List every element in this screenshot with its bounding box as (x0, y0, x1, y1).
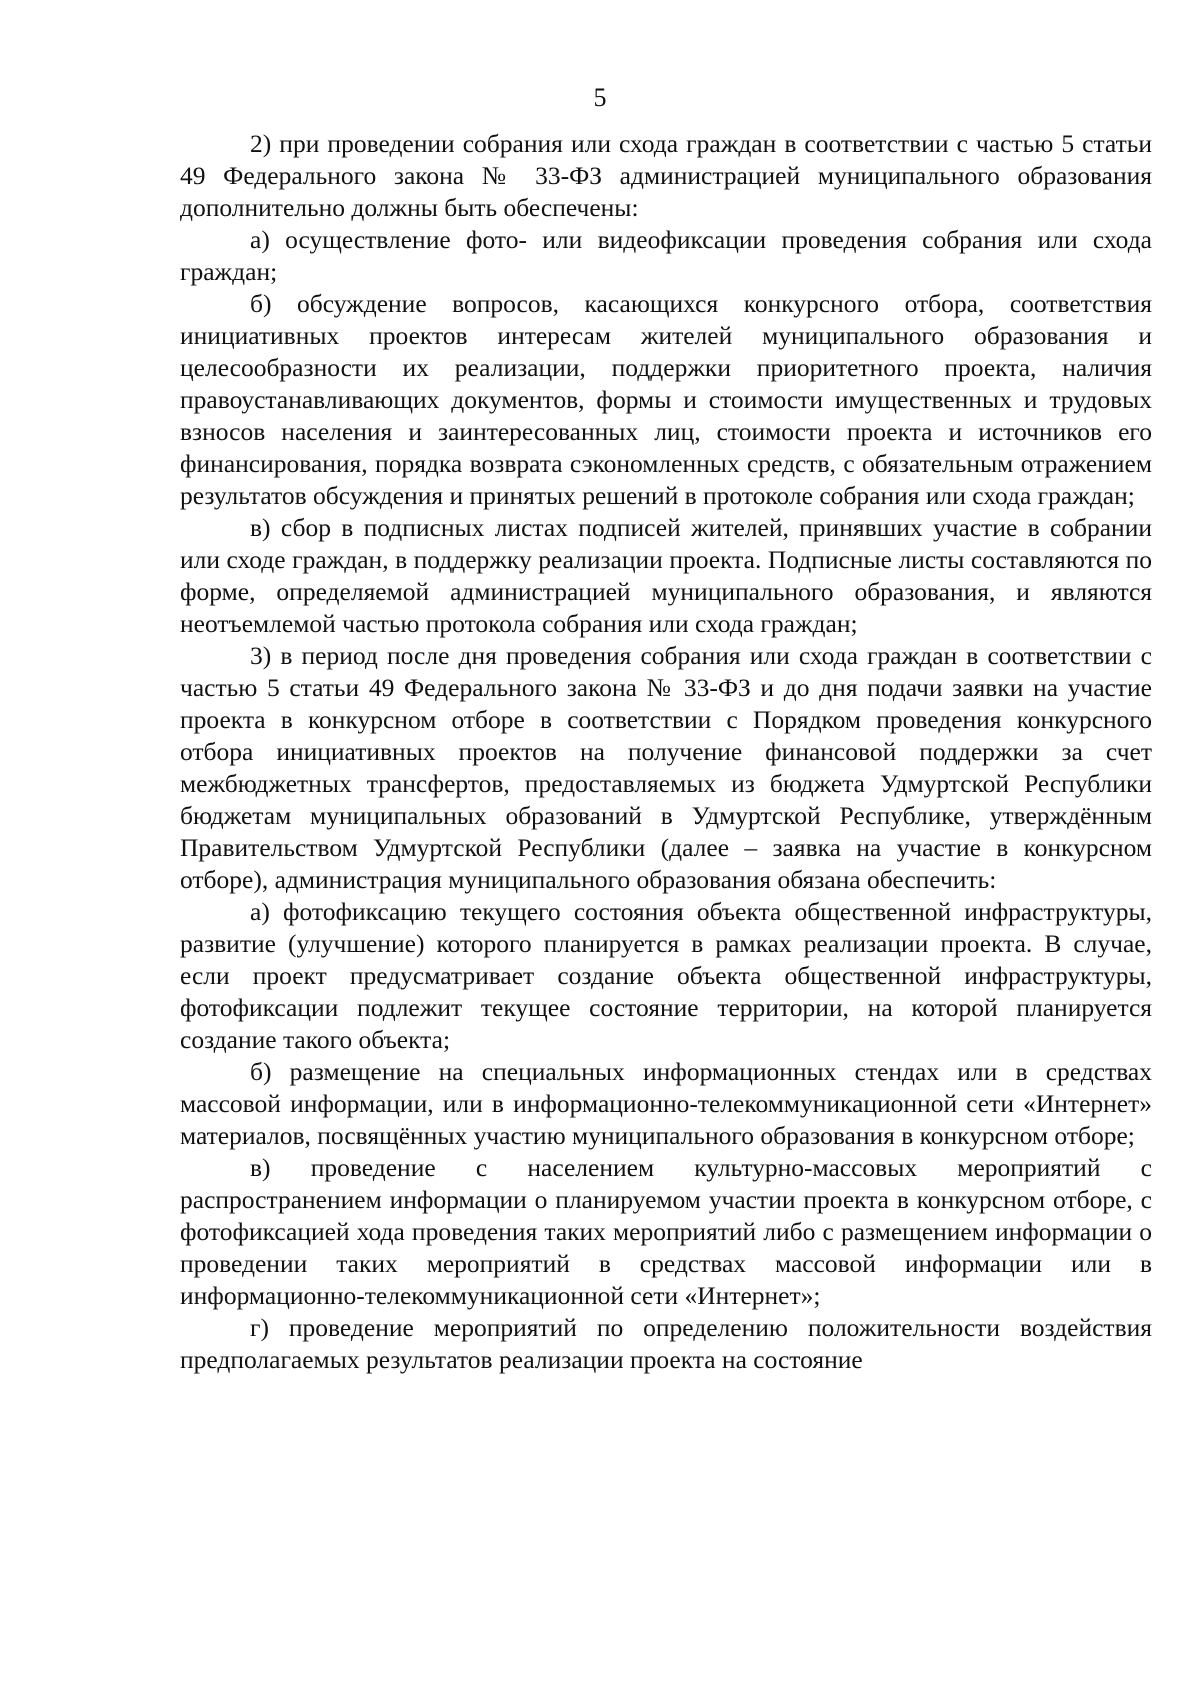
paragraph-subitem-3g: г) проведение мероприятий по определению положительности воздействия предполагаемых результатов реализации проекта на состояние (180, 1313, 1152, 1374)
paragraph-item-2: 2) при проведении собрания или схода граждан в соответствии с частью 5 статьи 49 Федерального закона № 33-ФЗ администрацией муниципального образования дополнительно должны быть обеспечены: (180, 129, 1152, 222)
document-body (180, 128, 1152, 1376)
page-number: 5 (593, 83, 607, 112)
paragraph-subitem-2b: б) обсуждение вопросов, касающихся конкурсного отбора, соответствия инициативных проектов интересам жителей муниципального образования и целесообразности их реализации, поддержки приоритетного проекта, наличия правоустанавливающих документов, формы и стоимости имущественных и трудовых взносов населения и заинтересованных лиц, стоимости проекта и источников его финансирования, порядка возврата сэкономленных средств, с обязательным отражением результатов обсуждения и принятых решений в протоколе собрания или схода граждан; (180, 289, 1152, 510)
paragraph-item-3: 3) в период после дня проведения собрания или схода граждан в соответствии с частью 5 статьи 49 Федерального закона № 33-ФЗ и до дня подачи заявки на участие проекта в конкурсном отборе в соответствии с Порядком проведения конкурсного отбора инициативных проектов на получение финансовой поддержки за счет межбюджетных трансфертов, предоставляемых из бюджета Удмуртской Республики бюджетам муниципальных образований в Удмуртской Республике, утверждённым Правительством Удмуртской Республики (далее – заявка на участие в конкурсном отборе), администрация муниципального образования обязана обеспечить: (180, 641, 1152, 894)
paragraph-subitem-3b: б) размещение на специальных информационных стендах или в средствах массовой информации, или в информационно-телекоммуникационной сети «Интернет» материалов, посвящённых участию муниципального образования в конкурсном отборе; (180, 1057, 1152, 1150)
paragraph-subitem-2v: в) сбор в подписных листах подписей жителей, принявших участие в собрании или сходе граждан, в поддержку реализации проекта. Подписные листы составляются по форме, определяемой администрацией муниципального образования, и являются неотъемлемой частью протокола собрания или схода граждан; (180, 513, 1152, 638)
paragraph-subitem-2a: а) осуществление фото- или видеофиксации проведения собрания или схода граждан; (180, 225, 1152, 286)
paragraph-subitem-3v: в) проведение с населением культурно-массовых мероприятий с распространением информации о планируемом участии проекта в конкурсном отборе, с фотофиксацией хода проведения таких мероприятий либо с размещением информации о проведении таких мероприятий в средствах массовой информации или в информационно-телекоммуникационной сети «Интернет»; (180, 1153, 1152, 1310)
paragraph-subitem-3a: а) фотофиксацию текущего состояния объекта общественной инфраструктуры, развитие (улучшение) которого планируется в рамках реализации проекта. В случае, если проект предусматривает создание объекта общественной инфраструктуры, фотофиксации подлежит текущее состояние территории, на которой планируется создание такого объекта; (180, 897, 1152, 1054)
